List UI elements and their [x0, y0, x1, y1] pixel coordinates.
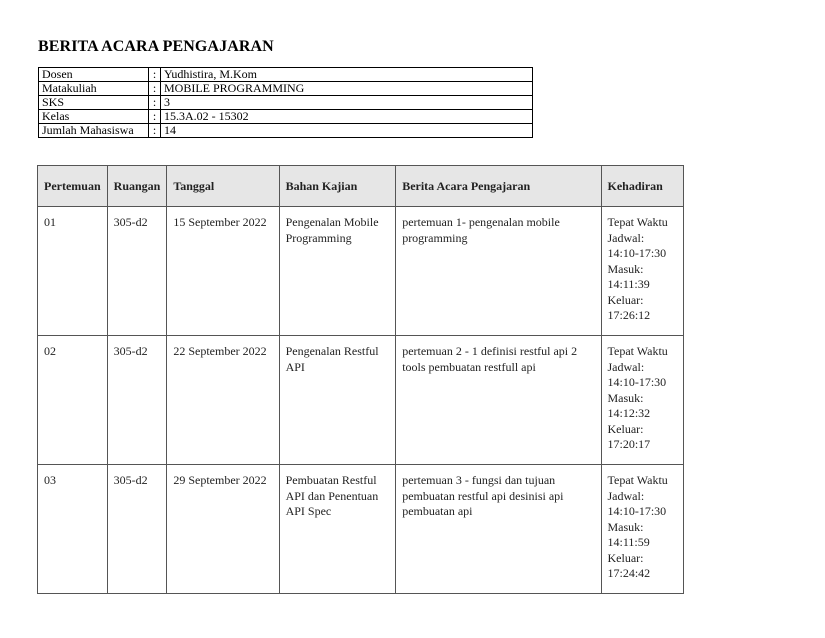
cell-kehadiran [601, 336, 684, 465]
column-header-ruangan: Ruangan [107, 166, 167, 207]
cell-berita-acara: pertemuan 2 - 1 definisi restful api 2 tools pembuatan restfull api [396, 336, 601, 465]
info-label: Dosen [39, 68, 149, 82]
kehadiran-keluar-value: 17:24:42 [607, 566, 651, 580]
kehadiran-masuk-value: 14:11:39 [607, 277, 650, 291]
info-separator: : [149, 124, 161, 138]
info-label: Matakuliah [39, 82, 149, 96]
info-row-dosen [39, 68, 533, 82]
table-row [38, 207, 684, 336]
kehadiran-masuk-label: Masuk: [607, 519, 644, 534]
teaching-log-table [37, 165, 684, 594]
info-separator: : [149, 68, 161, 82]
kehadiran-keluar-value: 17:26:12 [607, 308, 651, 322]
info-row-kelas [39, 110, 533, 124]
kehadiran-jadwal-value: 14:10-17:30 [607, 375, 667, 389]
cell-pertemuan: 01 [38, 207, 108, 336]
cell-berita-acara: pertemuan 3 - fungsi dan tujuan pembuatan restful api desinisi api pembuatan api [396, 465, 601, 594]
kehadiran-masuk-label: Masuk: [607, 390, 644, 405]
info-label: Jumlah Mahasiswa [39, 124, 149, 138]
kehadiran-status: Tepat Waktu [607, 344, 668, 358]
column-header-tanggal: Tanggal [167, 166, 279, 207]
kehadiran-jadwal-value: 14:10-17:30 [607, 504, 667, 518]
kehadiran-jadwal-label: Jadwal: [607, 230, 645, 245]
kehadiran-keluar-label: Keluar: [607, 550, 644, 565]
info-separator: : [149, 96, 161, 110]
info-label: Kelas [39, 110, 149, 124]
kehadiran-masuk-label: Masuk: [607, 261, 644, 276]
course-info-table [38, 67, 533, 138]
table-row [38, 336, 684, 465]
cell-ruangan: 305-d2 [107, 336, 167, 465]
info-value: Yudhistira, M.Kom [161, 68, 533, 82]
cell-pertemuan: 02 [38, 336, 108, 465]
info-value: MOBILE PROGRAMMING [161, 82, 533, 96]
cell-kehadiran [601, 207, 684, 336]
cell-bahan-kajian: Pembuatan Restful API dan Penentuan API Spec [279, 465, 396, 594]
cell-tanggal: 15 September 2022 [167, 207, 279, 336]
kehadiran-jadwal-value: 14:10-17:30 [607, 246, 667, 260]
info-separator: : [149, 110, 161, 124]
column-header-bahan-kajian: Bahan Kajian [279, 166, 396, 207]
info-value: 15.3A.02 - 15302 [161, 110, 533, 124]
document-title: BERITA ACARA PENGAJARAN [38, 38, 274, 55]
kehadiran-keluar-value: 17:20:17 [607, 437, 651, 451]
kehadiran-jadwal-label: Jadwal: [607, 359, 645, 374]
kehadiran-jadwal-label: Jadwal: [607, 488, 645, 503]
kehadiran-masuk-value: 14:11:59 [607, 535, 650, 549]
table-header-row [38, 166, 684, 207]
cell-tanggal: 29 September 2022 [167, 465, 279, 594]
kehadiran-keluar-label: Keluar: [607, 292, 644, 307]
cell-berita-acara: pertemuan 1- pengenalan mobile programming [396, 207, 601, 336]
cell-bahan-kajian: Pengenalan Mobile Programming [279, 207, 396, 336]
info-row-jumlah-mahasiswa [39, 124, 533, 138]
info-row-matakuliah [39, 82, 533, 96]
kehadiran-masuk-value: 14:12:32 [607, 406, 651, 420]
column-header-berita-acara: Berita Acara Pengajaran [396, 166, 601, 207]
info-label: SKS [39, 96, 149, 110]
column-header-pertemuan: Pertemuan [38, 166, 108, 207]
cell-bahan-kajian: Pengenalan Restful API [279, 336, 396, 465]
info-separator: : [149, 82, 161, 96]
kehadiran-keluar-label: Keluar: [607, 421, 644, 436]
cell-kehadiran [601, 465, 684, 594]
cell-ruangan: 305-d2 [107, 207, 167, 336]
kehadiran-status: Tepat Waktu [607, 473, 668, 487]
kehadiran-status: Tepat Waktu [607, 215, 668, 229]
column-header-kehadiran: Kehadiran [601, 166, 684, 207]
cell-pertemuan: 03 [38, 465, 108, 594]
cell-tanggal: 22 September 2022 [167, 336, 279, 465]
table-row [38, 465, 684, 594]
info-value: 3 [161, 96, 533, 110]
cell-ruangan: 305-d2 [107, 465, 167, 594]
info-value: 14 [161, 124, 533, 138]
info-row-sks [39, 96, 533, 110]
